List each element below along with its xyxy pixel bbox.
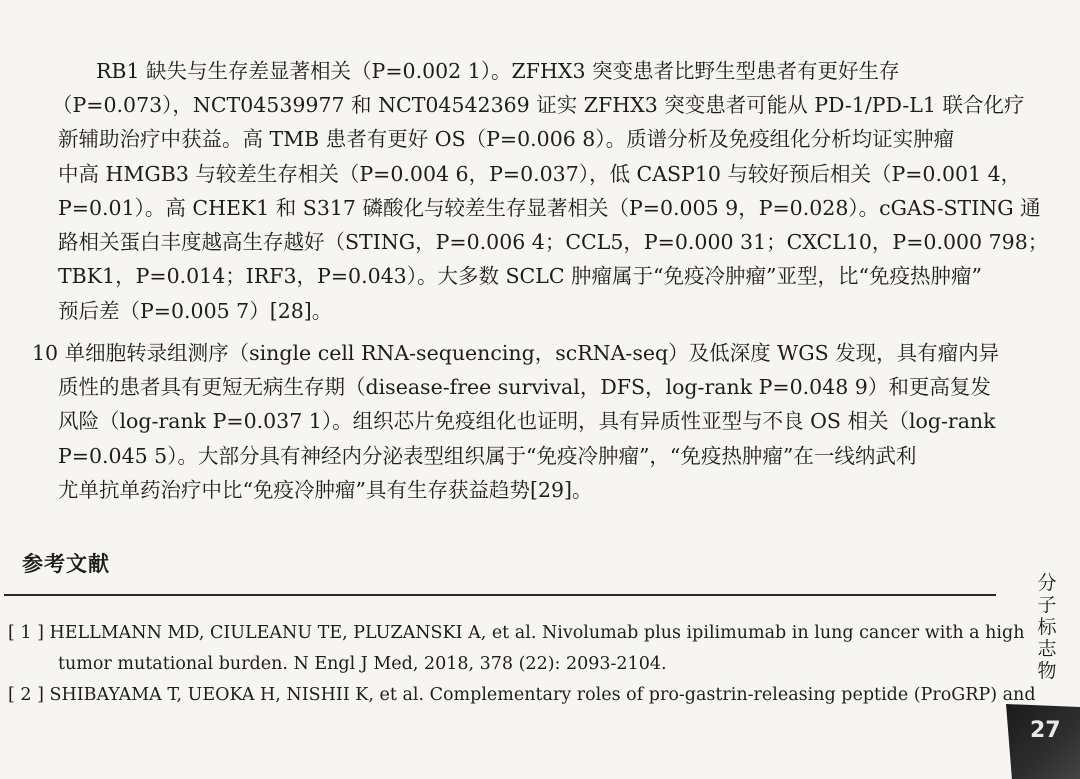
reference-line: [ 2 ] SHIBAYAMA T, UEOKA H, NISHII K, et al. Complementary roles of pro-gastrin-releasing peptide (ProGRP) and	[8, 685, 1036, 705]
page-number: 27	[1030, 718, 1061, 743]
journal-section-tag	[1034, 572, 1060, 682]
text-line: 尤单抗单药治疗中比“免疫冷肿瘤”具有生存获益趋势[29]。	[58, 478, 593, 502]
tag-char: 志	[1037, 638, 1057, 660]
tag-char: 子	[1037, 594, 1057, 616]
text-line: 预后差（P=0.005 7）[28]。	[58, 299, 333, 323]
text-line: 中高 HMGB3 与较差生存相关（P=0.004 6，P=0.037），低 CASP10 与较好预后相关（P=0.001 4，	[58, 162, 1022, 186]
reference-line: [ 1 ] HELLMANN MD, CIULEANU TE, PLUZANSKI A, et al. Nivolumab plus ipilimumab in lung cancer with a high	[8, 623, 1025, 643]
references-heading: 参考文献	[22, 552, 110, 576]
text-line: 新辅助治疗中获益。高 TMB 患者有更好 OS（P=0.006 8）。质谱分析及免疫组化分析均证实肿瘤	[58, 127, 955, 151]
text-line: P=0.045 5）。大部分具有神经内分泌表型组织属于“免疫冷肿瘤”，“免疫热肿瘤”在一线纳武利	[58, 444, 917, 468]
reference-line: tumor mutational burden. N Engl J Med, 2018, 378 (22): 2093-2104.	[58, 654, 667, 674]
text-line: TBK1，P=0.014；IRF3，P=0.043）。大多数 SCLC 肿瘤属于“免疫冷肿瘤”亚型，比“免疫热肿瘤”	[58, 264, 982, 288]
tag-char: 物	[1037, 660, 1057, 682]
tag-char: 标	[1037, 616, 1057, 638]
text-line: 10 单细胞转录组测序（single cell RNA-sequencing，scRNA-seq）及低深度 WGS 发现，具有瘤内异	[32, 341, 1000, 365]
text-line: 质性的患者具有更短无病生存期（disease-free survival，DFS，log-rank P=0.048 9）和更高复发	[58, 375, 991, 399]
text-line: P=0.01）。高 CHEK1 和 S317 磷酸化与较差生存显著相关（P=0.005 9，P=0.028）。cGAS-STING 通	[58, 196, 1041, 220]
text-line: 风险（log-rank P=0.037 1）。组织芯片免疫组化也证明，具有异质性亚型与不良 OS 相关（log-rank	[58, 409, 996, 433]
text-line: 路相关蛋白丰度越高生存越好（STING，P=0.006 4；CCL5，P=0.000 31；CXCL10，P=0.000 798；	[58, 230, 1049, 254]
tag-char: 分	[1037, 572, 1057, 594]
text-line: RB1 缺失与生存差显著相关（P=0.002 1）。ZFHX3 突变患者比野生型患者有更好生存	[96, 59, 900, 83]
divider	[4, 594, 996, 596]
text-line: （P=0.073），NCT04539977 和 NCT04542369 证实 ZFHX3 突变患者可能从 PD-1/PD-L1 联合化疗	[52, 93, 1025, 117]
